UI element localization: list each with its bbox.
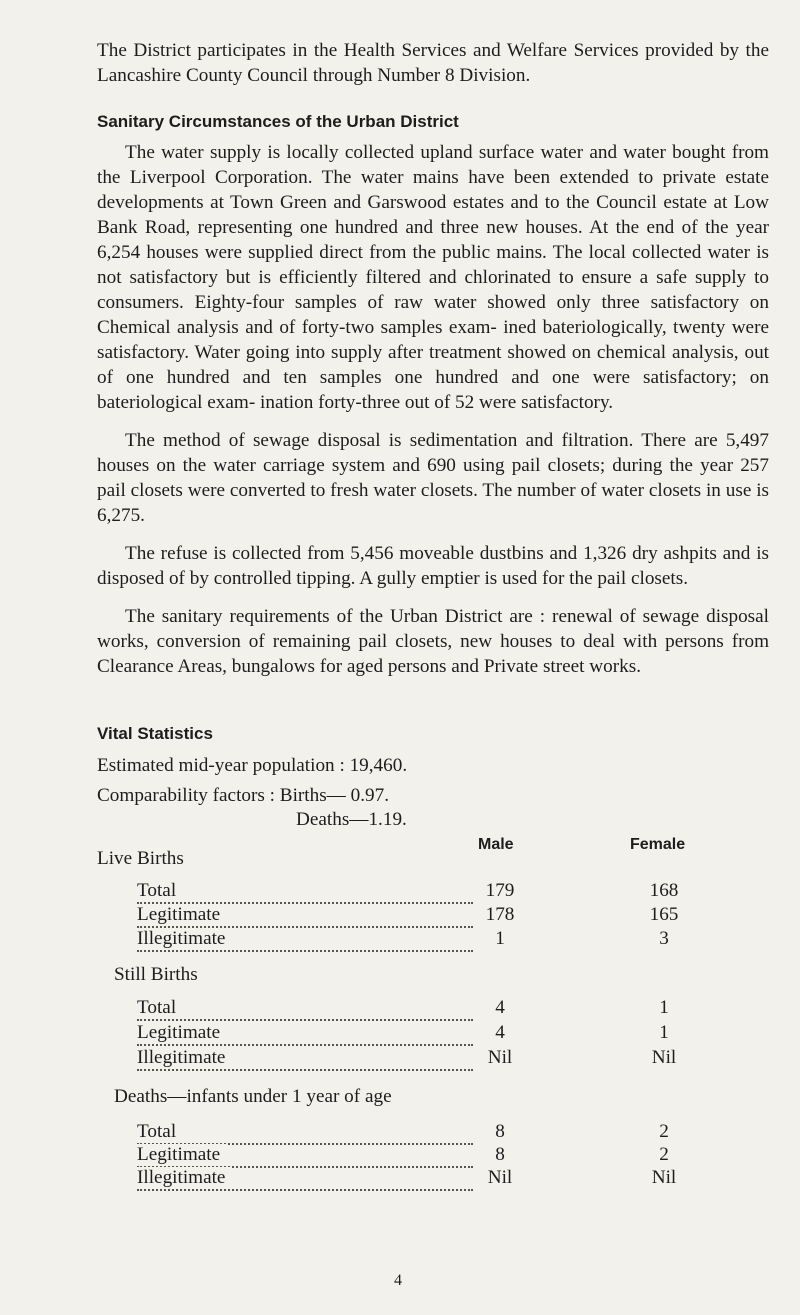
table-row xyxy=(0,997,800,1021)
table-row xyxy=(0,904,800,928)
table-row xyxy=(0,1121,800,1145)
sanitary-heading: Sanitary Circumstances of the Urban District xyxy=(97,112,459,131)
male-value: 178 xyxy=(485,904,515,925)
still-births-title: Still Births xyxy=(114,964,198,985)
page-number: 4 xyxy=(394,1272,402,1289)
intro-paragraph: The District participates in the Health Services and Welfare Services provided by the Lancashire County Council through Number 8 Division. xyxy=(97,40,769,86)
female-value: 168 xyxy=(649,880,679,901)
row-label: Illegitimate xyxy=(137,928,231,949)
column-header-female: Female xyxy=(630,836,686,853)
female-value: 3 xyxy=(659,928,669,949)
leader-dots xyxy=(137,1125,473,1145)
row-label: Legitimate xyxy=(137,904,226,925)
comparability-line: Comparability factors : Births— 0.97. xyxy=(97,785,390,806)
requirements-paragraph: The sanitary requirements of the Urban District are : renewal of sewage disposal works, conversion of remaining pail closets, new houses to deal with persons from Clearance Areas, bungalows for aged persons and Private street works. xyxy=(97,606,769,677)
table-row xyxy=(0,880,800,904)
table-row xyxy=(0,1144,800,1168)
live-births-title: Live Births xyxy=(97,848,184,869)
male-value: 1 xyxy=(495,928,505,949)
male-value: Nil xyxy=(487,1167,513,1188)
table-row xyxy=(0,1022,800,1046)
infant-deaths-title: Deaths—infants under 1 year of age xyxy=(114,1086,392,1107)
intro-section xyxy=(97,38,769,88)
table-row xyxy=(0,928,800,952)
female-value: Nil xyxy=(651,1047,677,1068)
female-value: 1 xyxy=(659,1022,669,1043)
population-line: Estimated mid-year population : 19,460. xyxy=(97,755,408,776)
male-value: 179 xyxy=(485,880,515,901)
row-label: Total xyxy=(137,1121,182,1142)
male-value: 4 xyxy=(495,1022,505,1043)
deaths-factor-line: Deaths—1.19. xyxy=(296,809,407,830)
male-value: 4 xyxy=(495,997,505,1018)
female-value: Nil xyxy=(651,1167,677,1188)
table-row xyxy=(0,1047,800,1071)
column-header-male: Male xyxy=(478,836,514,853)
leader-dots xyxy=(137,1001,473,1021)
water-supply-paragraph: The water supply is locally collected upland surface water and water bought from the Liverpool Corporation. The water mains have been extended to private estate developments at Town Green and Garswood estates and to the Council estate at Low Bank Road, representing one hundred and three new houses. At the end of the year 6,254 houses were supplied direct from the public mains. The local collected water is not satisfactory but is efficiently filtered and chlorinated to ensure a safe supply to consumers. Eighty-four samples of raw water showed only three satisfactory on Chemical analysis and of forty-two samples exam- ined bateriologically, twenty were satisfactory. Water going into supply after treatment showed on chemical analysis, out of one hundred and ten samples one hundred and one were satisfactory; on bateriological exam- ination forty-three out of 52 were satisfactory. xyxy=(97,142,769,413)
row-label: Illegitimate xyxy=(137,1047,231,1068)
female-value: 2 xyxy=(659,1121,669,1142)
row-label: Total xyxy=(137,997,182,1018)
female-value: 165 xyxy=(649,904,679,925)
row-label: Illegitimate xyxy=(137,1167,231,1188)
row-label: Legitimate xyxy=(137,1144,226,1165)
female-value: 1 xyxy=(659,997,669,1018)
vital-statistics-heading: Vital Statistics xyxy=(97,724,213,743)
male-value: Nil xyxy=(487,1047,513,1068)
row-label: Total xyxy=(137,880,182,901)
refuse-paragraph: The refuse is collected from 5,456 moveable dustbins and 1,326 dry ashpits and is disposed of by controlled tipping. A gully emptier is used for the pail closets. xyxy=(97,543,769,589)
male-value: 8 xyxy=(495,1121,505,1142)
female-value: 2 xyxy=(659,1144,669,1165)
sewage-paragraph: The method of sewage disposal is sedimentation and filtration. There are 5,497 houses on the water carriage system and 690 using pail closets; during the year 257 pail closets were converted to fresh water closets. The number of water closets in use is 6,275. xyxy=(97,430,769,526)
table-row xyxy=(0,1167,800,1191)
male-value: 8 xyxy=(495,1144,505,1165)
row-label: Legitimate xyxy=(137,1022,226,1043)
leader-dots xyxy=(137,884,473,904)
sanitary-section xyxy=(97,110,769,679)
